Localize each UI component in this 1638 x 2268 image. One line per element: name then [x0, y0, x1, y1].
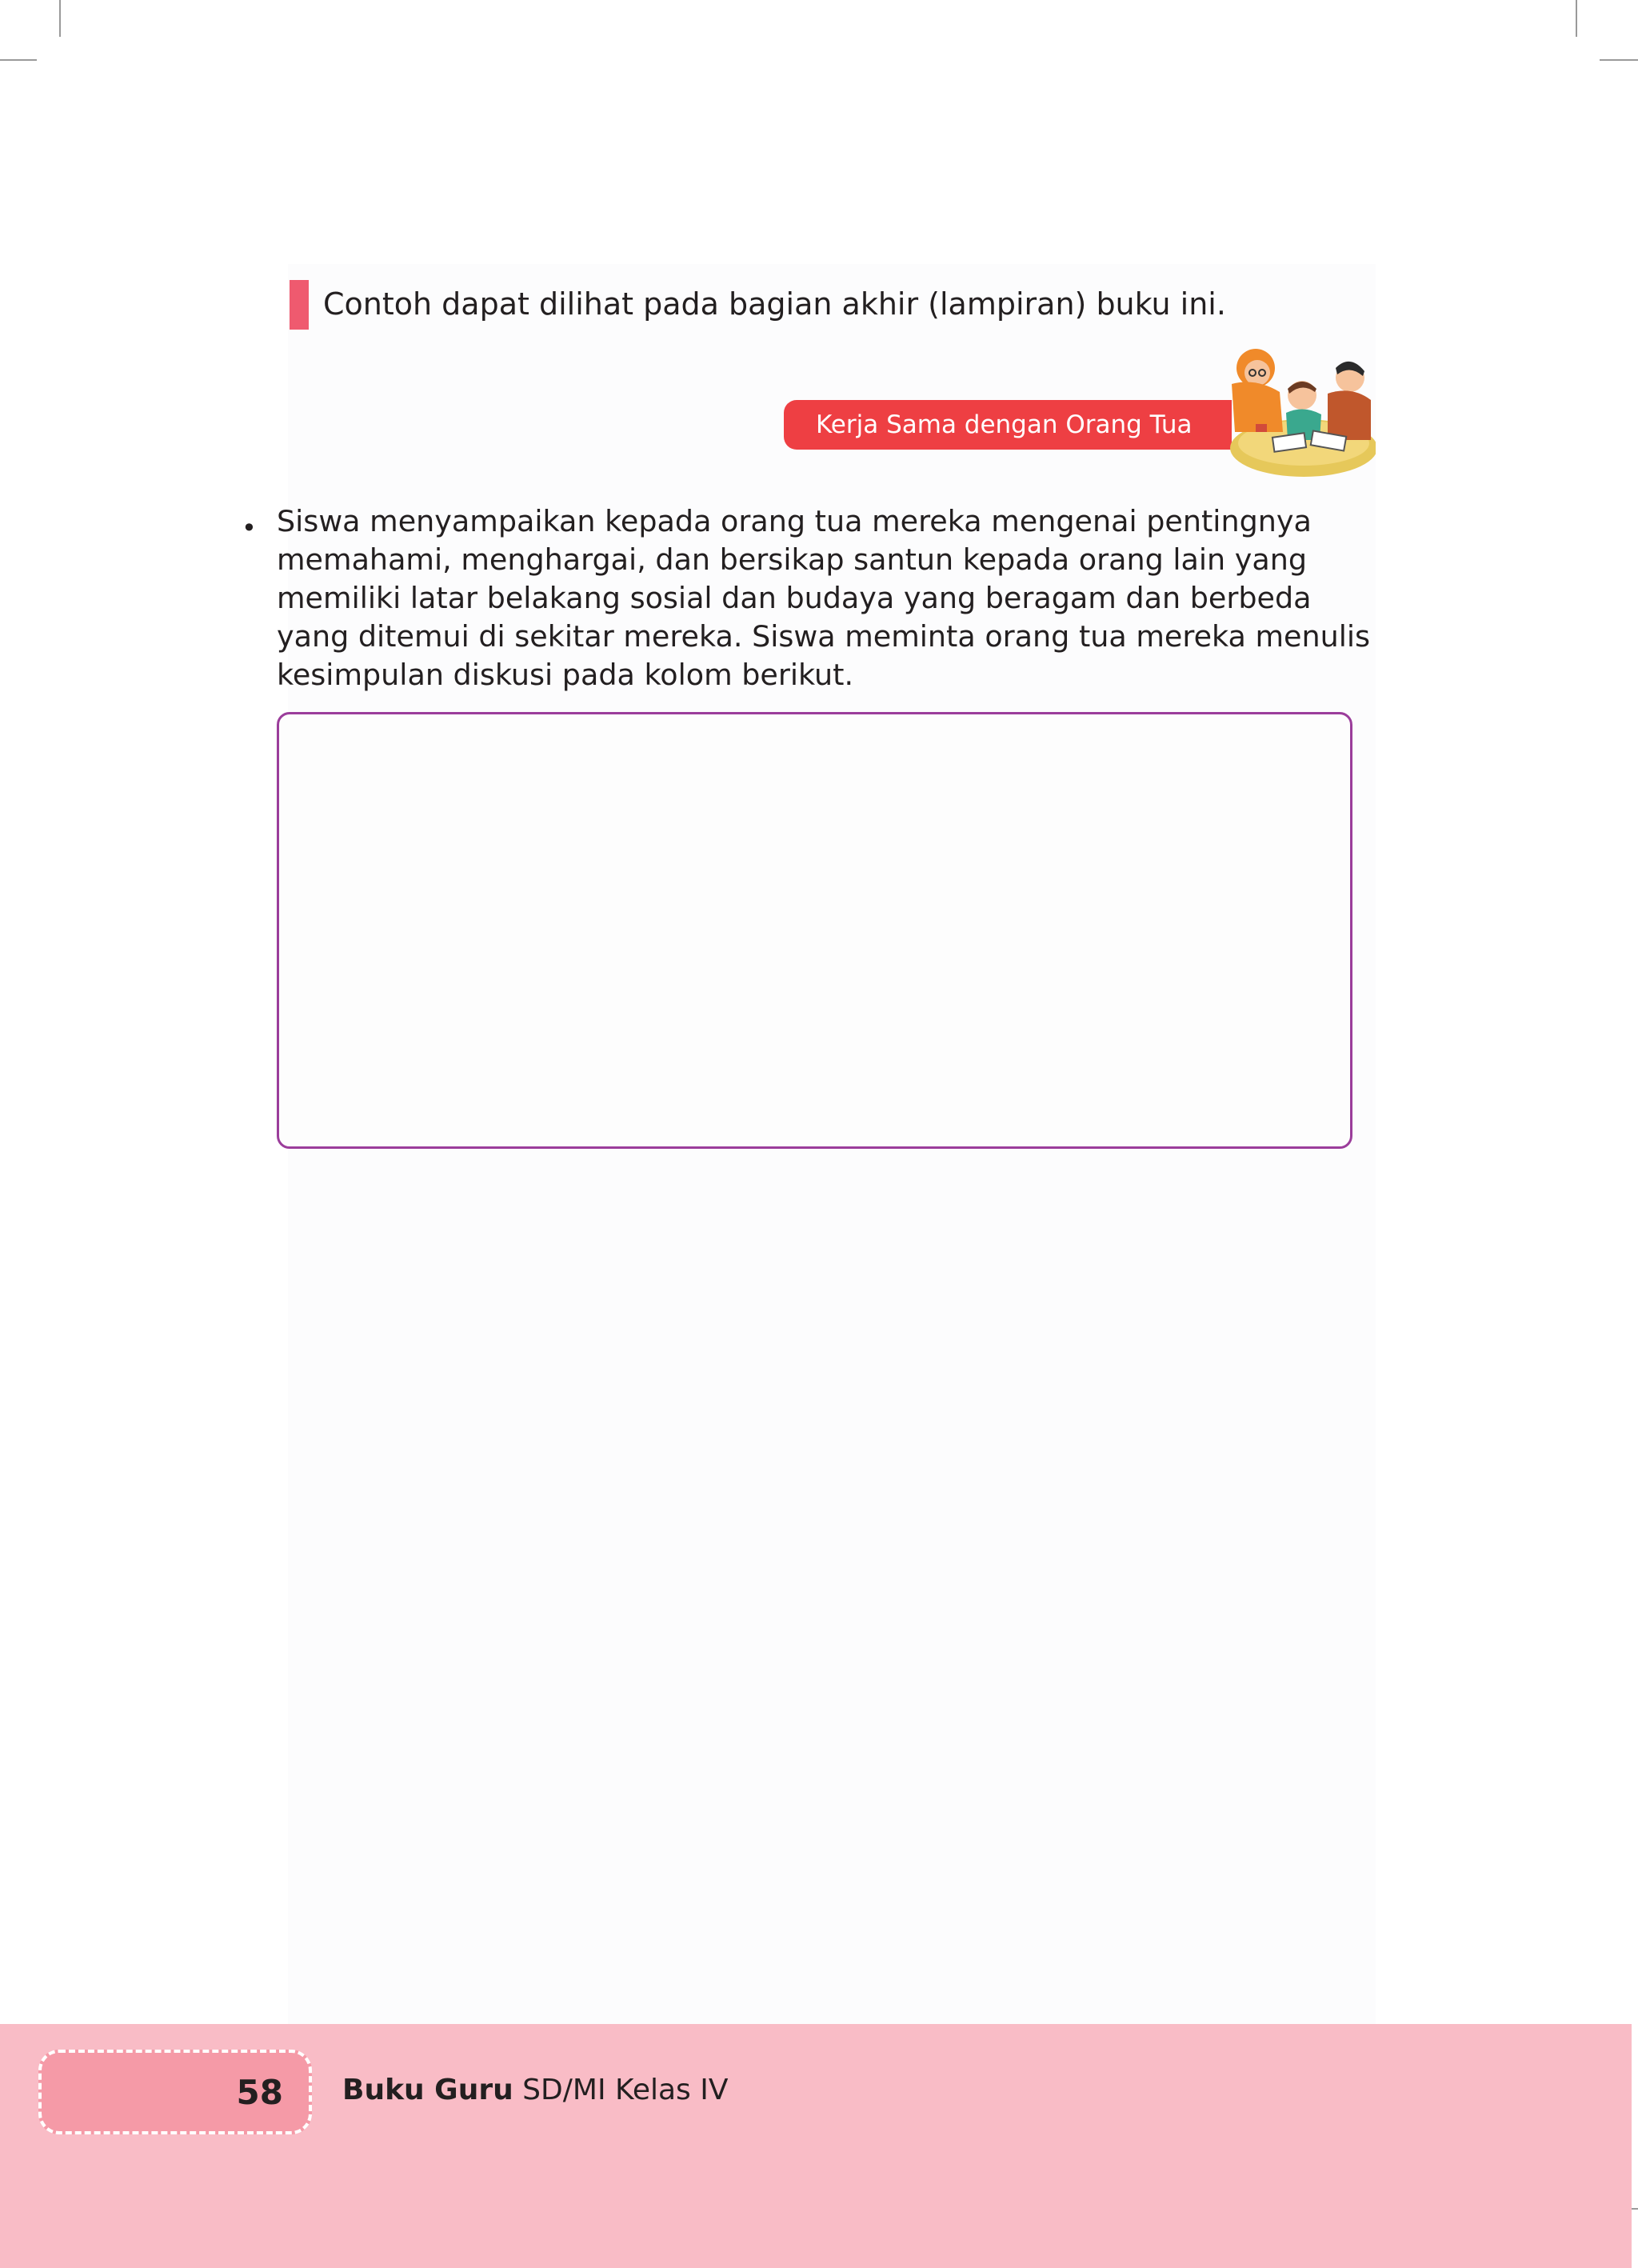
family-studying-icon: [1200, 336, 1376, 480]
activity-badge: [784, 400, 1232, 450]
bullet-marker: •: [242, 513, 257, 543]
page-number-badge: [38, 2050, 312, 2134]
bullet-line: memiliki latar belakang sosial dan budaya yang beragam dan berbeda: [277, 581, 1312, 615]
activity-badge-label: Kerja Sama dengan Orang Tua: [816, 410, 1193, 439]
answer-box[interactable]: [277, 712, 1352, 1149]
crop-mark: [1576, 0, 1577, 37]
book-title: [342, 2070, 728, 2110]
bullet-line: kesimpulan diskusi pada kolom berikut.: [277, 658, 854, 692]
page-number: 58: [236, 2073, 283, 2112]
crop-mark: [59, 0, 61, 37]
bullet-line: Siswa menyampaikan kepada orang tua mereka mengenai pentingnya: [277, 504, 1312, 538]
note-text: Contoh dapat dilihat pada bagian akhir (lampiran) buku ini.: [323, 286, 1226, 322]
bullet-line: yang ditemui di sekitar mereka. Siswa meminta orang tua mereka menulis: [277, 619, 1371, 654]
example-note: [290, 280, 1329, 328]
crop-mark: [1600, 59, 1638, 61]
book-title-rest: SD/MI Kelas IV: [513, 2074, 729, 2106]
crop-mark: [0, 59, 37, 61]
book-title-bold: Buku Guru: [342, 2074, 513, 2106]
bullet-text: [277, 502, 1372, 694]
note-accent-bar: [290, 280, 309, 330]
bullet-line: memahami, menghargai, dan bersikap santun kepada orang lain yang: [277, 542, 1308, 577]
